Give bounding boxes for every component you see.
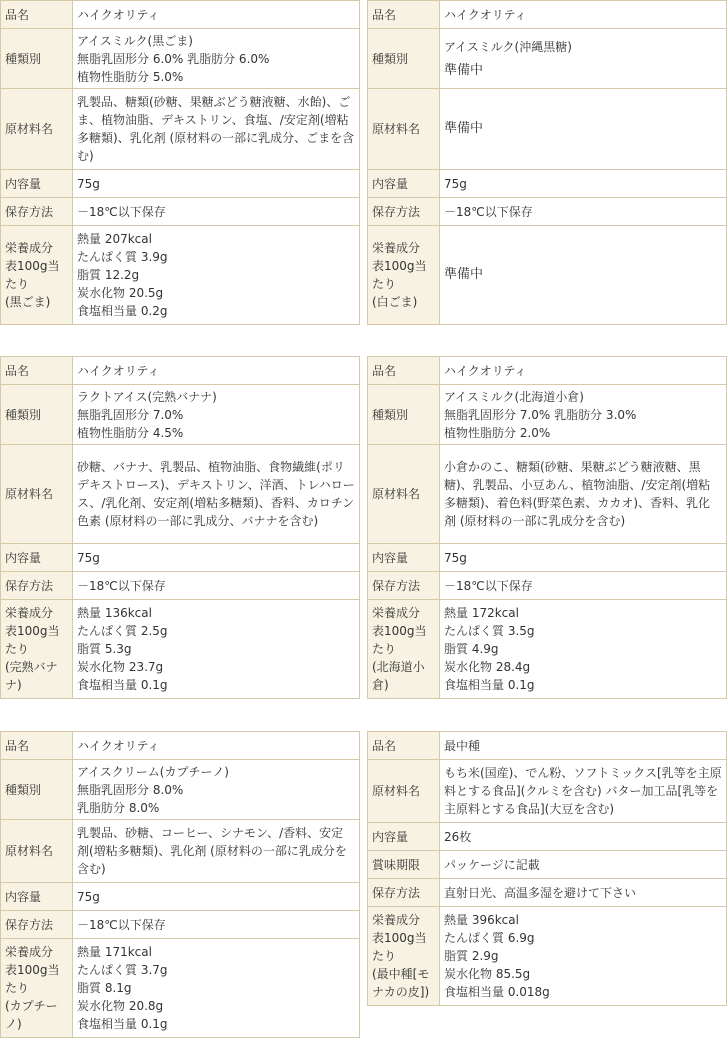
row-type (368, 29, 727, 89)
row-name (368, 732, 727, 760)
nutrition-line: 熱量 207kcal (77, 232, 152, 246)
type-line: 無脂乳固形分 6.0% 乳脂肪分 6.0% (77, 51, 270, 66)
nutrition-line: 炭水化物 85.5g (444, 967, 531, 981)
label-name: 品名 (368, 1, 440, 29)
type-line: 無脂乳固形分 8.0% (77, 782, 184, 797)
label-nutrition (368, 226, 440, 325)
value-storage: －18℃以下保存 (440, 198, 727, 226)
row-ingredients (368, 760, 727, 823)
pending-text: 準備中 (444, 62, 484, 78)
row-ingredients (1, 89, 360, 170)
nutrition-line: 食塩相当量 0.018g (444, 985, 550, 999)
nutrition-label-line: 表100g当 (372, 624, 427, 638)
nutrition-label-line: (白ごま) (372, 295, 418, 309)
row-content (368, 544, 727, 572)
nutrition-line: 脂質 4.9g (444, 642, 499, 656)
nutrition-line: 熱量 136kcal (77, 606, 152, 620)
nutrition-label-line: 栄養成分 (372, 913, 421, 927)
row-storage (1, 911, 360, 939)
nutrition-label-line: たり (372, 642, 397, 656)
label-ingredients: 原材料名 (1, 89, 73, 170)
type-line: アイスミルク(黒ごま) (77, 33, 193, 48)
row-expiry (368, 851, 727, 879)
value-type (440, 29, 727, 89)
value-nutrition (73, 600, 360, 699)
row-content (368, 823, 727, 851)
product-table-okinawa-kokuto (367, 0, 727, 325)
nutrition-label-line: 栄養成分 (372, 241, 421, 255)
product-table-black-sesame (0, 0, 360, 325)
type-line: 植物性脂肪分 4.5% (77, 425, 184, 440)
row-ingredients (368, 89, 727, 170)
label-nutrition (1, 600, 73, 699)
nutrition-line: 食塩相当量 0.1g (444, 678, 535, 692)
value-nutrition (440, 226, 727, 325)
value-nutrition (440, 600, 727, 699)
label-storage: 保存方法 (1, 198, 73, 226)
label-nutrition (1, 226, 73, 325)
row-storage (1, 572, 360, 600)
value-type (73, 29, 360, 89)
value-name: 最中種 (440, 732, 727, 760)
label-ingredients: 原材料名 (368, 445, 440, 544)
label-content: 内容量 (368, 170, 440, 198)
label-type: 種類別 (1, 760, 73, 820)
value-storage: －18℃以下保存 (73, 572, 360, 600)
nutrition-line: 脂質 2.9g (444, 949, 499, 963)
value-ingredients: 小倉かのこ、糖類(砂糖、果糖ぶどう糖液糖、黒糖)、乳製品、小豆あん、植物油脂、/安定剤(増粘多糖類)、着色料(野菜色素、カカオ)、香料、乳化剤 (原材料の一部に乳成分を含む) (440, 445, 727, 544)
row-name (1, 732, 360, 760)
value-content: 26枚 (440, 823, 727, 851)
pending-text: 準備中 (444, 267, 484, 282)
value-content: 75g (73, 544, 360, 572)
row-type (1, 385, 360, 445)
nutrition-line: 炭水化物 20.5g (77, 286, 164, 300)
nutrition-label-line: 表100g当 (372, 931, 427, 945)
nutrition-label-line: 表100g当 (5, 259, 60, 273)
value-expiry: パッケージに記載 (440, 851, 727, 879)
row-type (1, 760, 360, 820)
row-storage (368, 572, 727, 600)
label-nutrition (368, 600, 440, 699)
nutrition-line: 食塩相当量 0.1g (77, 1017, 168, 1031)
value-storage: －18℃以下保存 (73, 198, 360, 226)
label-name: 品名 (1, 1, 73, 29)
label-type: 種類別 (368, 385, 440, 445)
value-storage: －18℃以下保存 (73, 911, 360, 939)
label-content: 内容量 (1, 170, 73, 198)
nutrition-line: 炭水化物 23.7g (77, 660, 164, 674)
row-name (1, 1, 360, 29)
label-ingredients: 原材料名 (368, 760, 440, 823)
product-table-ripe-banana (0, 356, 360, 699)
row-content (1, 544, 360, 572)
value-name: ハイクオリティ (73, 732, 360, 760)
value-type (73, 385, 360, 445)
value-nutrition (440, 907, 727, 1006)
nutrition-line: 熱量 172kcal (444, 606, 519, 620)
nutrition-label-line: (黒ごま) (5, 295, 51, 309)
nutrition-line: 脂質 8.1g (77, 981, 132, 995)
label-content: 内容量 (368, 544, 440, 572)
nutrition-label-line: (最中種[モ (372, 967, 430, 981)
type-line: ラクトアイス(完熟バナナ) (77, 389, 217, 404)
product-table-monaka-shell (367, 731, 727, 1006)
row-nutrition (1, 939, 360, 1038)
nutrition-label-line: ノ) (5, 1017, 22, 1031)
label-type: 種類別 (1, 29, 73, 89)
value-type (440, 385, 727, 445)
row-storage (368, 198, 727, 226)
type-line: アイスミルク(沖縄黒糖) (444, 39, 572, 54)
nutrition-label-line: たり (5, 277, 30, 291)
nutrition-line: 炭水化物 28.4g (444, 660, 531, 674)
value-type (73, 760, 360, 820)
nutrition-line: たんぱく質 6.9g (444, 931, 535, 945)
nutrition-label-line: 倉) (372, 678, 389, 692)
nutrition-label-line: 栄養成分 (5, 606, 54, 620)
row-ingredients (1, 445, 360, 544)
value-name: ハイクオリティ (440, 357, 727, 385)
nutrition-label-line: 栄養成分 (5, 241, 54, 255)
nutrition-label-line: たり (5, 642, 30, 656)
label-expiry: 賞味期限 (368, 851, 440, 879)
type-line: 無脂乳固形分 7.0% (77, 407, 184, 422)
nutrition-line: 食塩相当量 0.1g (77, 678, 168, 692)
label-name: 品名 (368, 357, 440, 385)
value-ingredients: 乳製品、糖類(砂糖、果糖ぶどう糖液糖、水飴)、ごま、植物油脂、デキストリン、食塩、/安定剤(増粘多糖類)、乳化剤 (原材料の一部に乳成分、ごまを含む) (73, 89, 360, 170)
nutrition-label-line: 表100g当 (5, 624, 60, 638)
value-nutrition (73, 939, 360, 1038)
nutrition-label-line: 表100g当 (372, 259, 427, 273)
label-ingredients: 原材料名 (368, 89, 440, 170)
type-line: アイスミルク(北海道小倉) (444, 389, 584, 404)
label-nutrition (368, 907, 440, 1006)
row-nutrition (1, 600, 360, 699)
row-storage (1, 198, 360, 226)
nutrition-label-line: 栄養成分 (5, 945, 54, 959)
label-content: 内容量 (368, 823, 440, 851)
value-name: ハイクオリティ (73, 1, 360, 29)
label-content: 内容量 (1, 883, 73, 911)
nutrition-label-line: (カプチー (5, 999, 58, 1013)
nutrition-line: たんぱく質 3.9g (77, 250, 168, 264)
nutrition-line: たんぱく質 2.5g (77, 624, 168, 638)
row-name (1, 357, 360, 385)
type-line: 無脂乳固形分 7.0% 乳脂肪分 3.0% (444, 407, 637, 422)
row-name (368, 357, 727, 385)
row-content (368, 170, 727, 198)
nutrition-label-line: たり (372, 277, 397, 291)
label-type: 種類別 (1, 385, 73, 445)
value-storage: －18℃以下保存 (440, 572, 727, 600)
nutrition-label-line: たり (5, 981, 30, 995)
label-type: 種類別 (368, 29, 440, 89)
row-nutrition (1, 226, 360, 325)
nutrition-line: 熱量 171kcal (77, 945, 152, 959)
product-table-cappuccino (0, 731, 360, 1038)
row-type (1, 29, 360, 89)
label-name: 品名 (1, 732, 73, 760)
value-ingredients: 乳製品、砂糖、コーヒー、シナモン、/香料、安定剤(増粘多糖類)、乳化剤 (原材料の一部に乳成分を含む) (73, 820, 360, 883)
nutrition-line: 食塩相当量 0.2g (77, 304, 168, 318)
label-content: 内容量 (1, 544, 73, 572)
row-content (1, 170, 360, 198)
label-ingredients: 原材料名 (1, 445, 73, 544)
row-nutrition (368, 907, 727, 1006)
pending-text: 準備中 (444, 121, 484, 136)
row-type (368, 385, 727, 445)
nutrition-line: たんぱく質 3.7g (77, 963, 168, 977)
nutrition-line: 炭水化物 20.8g (77, 999, 164, 1013)
nutrition-label-line: たり (372, 949, 397, 963)
row-nutrition (368, 600, 727, 699)
value-ingredients: もち米(国産)、でん粉、ソフトミックス[乳等を主原料とする食品](クルミを含む) バター加工品[乳等を主原料とする食品](大豆を含む) (440, 760, 727, 823)
nutrition-label-line: ナカの皮]) (372, 985, 430, 999)
value-name: ハイクオリティ (73, 357, 360, 385)
nutrition-label-line: (北海道小 (372, 660, 425, 674)
value-nutrition (73, 226, 360, 325)
value-ingredients: 砂糖、バナナ、乳製品、植物油脂、食物繊維(ポリデキストロース)、デキストリン、洋酒、トレハロース、/乳化剤、安定剤(増粘多糖類)、香料、カロチン色素 (原材料の一部に乳成分、バナナを含む) (73, 445, 360, 544)
nutrition-line: 熱量 396kcal (444, 913, 519, 927)
type-line: 乳脂肪分 8.0% (77, 800, 160, 815)
value-name: ハイクオリティ (440, 1, 727, 29)
value-ingredients (440, 89, 727, 170)
nutrition-label-line: 栄養成分 (372, 606, 421, 620)
row-nutrition (368, 226, 727, 325)
label-nutrition (1, 939, 73, 1038)
row-name (368, 1, 727, 29)
value-content: 75g (440, 170, 727, 198)
nutrition-line: 脂質 5.3g (77, 642, 132, 656)
label-storage: 保存方法 (1, 911, 73, 939)
label-storage: 保存方法 (368, 198, 440, 226)
label-storage: 保存方法 (1, 572, 73, 600)
label-ingredients: 原材料名 (1, 820, 73, 883)
nutrition-label-line: (完熟バナ (5, 660, 58, 674)
row-content (1, 883, 360, 911)
type-line: アイスクリーム(カプチーノ) (77, 764, 229, 779)
nutrition-line: 脂質 12.2g (77, 268, 140, 282)
type-line: 植物性脂肪分 2.0% (444, 425, 551, 440)
value-content: 75g (73, 170, 360, 198)
label-storage: 保存方法 (368, 572, 440, 600)
nutrition-line: たんぱく質 3.5g (444, 624, 535, 638)
value-storage: 直射日光、高温多湿を避けて下さい (440, 879, 727, 907)
type-line: 植物性脂肪分 5.0% (77, 69, 184, 84)
nutrition-label-line: 表100g当 (5, 963, 60, 977)
value-content: 75g (73, 883, 360, 911)
product-table-hokkaido-ogura (367, 356, 727, 699)
row-ingredients (1, 820, 360, 883)
label-name: 品名 (1, 357, 73, 385)
row-storage (368, 879, 727, 907)
label-name: 品名 (368, 732, 440, 760)
row-ingredients (368, 445, 727, 544)
value-content: 75g (440, 544, 727, 572)
nutrition-label-line: ナ) (5, 678, 22, 692)
label-storage: 保存方法 (368, 879, 440, 907)
